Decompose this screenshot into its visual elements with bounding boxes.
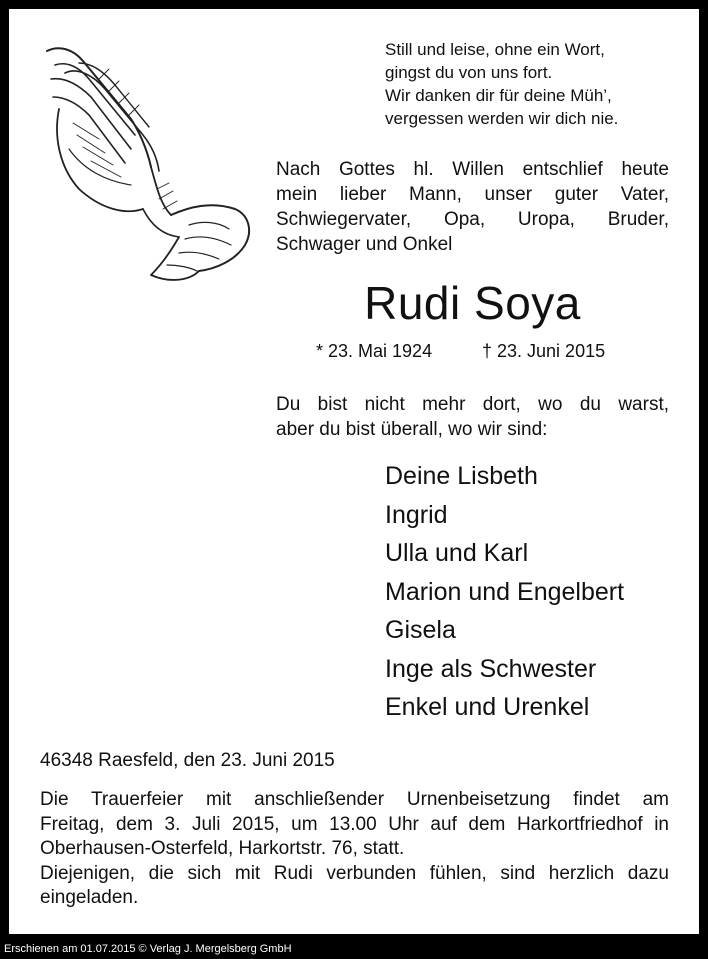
verse-line: Du bist nicht mehr dort, wo du warst,: [276, 394, 669, 415]
mourner-name: Enkel und Urenkel: [385, 693, 590, 721]
service-line: Oberhausen-Osterfeld, Harkortstr. 76, statt.: [40, 838, 405, 859]
intro-line: Schwager und Onkel: [276, 234, 453, 255]
intro-line: Nach Gottes hl. Willen entschlief heute: [276, 159, 669, 180]
mourner-name: Ingrid: [385, 500, 448, 529]
poem-line: Still und leise, ohne ein Wort,: [385, 40, 605, 59]
poem-line: Wir danken dir für deine Müh’,: [385, 86, 612, 105]
poem: [385, 38, 685, 130]
poem-line: gingst du von uns fort.: [385, 63, 553, 82]
service-line: Die Trauerfeier mit anschließender Urnenbeisetzung findet am: [40, 789, 669, 810]
poem-line: vergessen werden wir dich nie.: [385, 109, 619, 128]
service-line: Diejenigen, die sich mit Rudi verbunden fühlen, sind herzlich dazu: [40, 862, 669, 884]
verse-line: aber du bist überall, wo wir sind:: [276, 419, 548, 440]
death-date: † 23. Juni 2015: [482, 341, 606, 361]
mourner-name: Ulla und Karl: [385, 539, 529, 567]
praying-hands-icon: [39, 39, 259, 289]
mourner-name: Inge als Schwester: [385, 654, 597, 683]
intro-line: Schwiegervater, Opa, Uropa, Bruder,: [276, 209, 669, 230]
intro-line: mein lieber Mann, unser guter Vater,: [276, 184, 669, 205]
intro-text: [276, 157, 669, 257]
publication-footer: Erschienen am 01.07.2015 © Verlag J. Mergelsberg GmbH: [4, 943, 292, 955]
obituary-card: [9, 9, 699, 934]
mourner-name: Deine Lisbeth: [385, 462, 538, 490]
mourner-name: Marion und Engelbert: [385, 577, 625, 606]
mourners-list: [385, 457, 695, 727]
service-line: Freitag, dem 3. Juli 2015, um 13.00 Uhr auf dem Harkortfriedhof in: [40, 813, 669, 835]
verse: [276, 392, 669, 442]
mourner-name: Gisela: [385, 616, 456, 644]
deceased-name: Rudi Soya: [364, 277, 581, 329]
service-info: [40, 788, 669, 911]
service-line: eingeladen.: [40, 887, 139, 908]
place-date: 46348 Raesfeld, den 23. Juni 2015: [40, 750, 335, 771]
birth-date: * 23. Mai 1924: [316, 341, 433, 361]
